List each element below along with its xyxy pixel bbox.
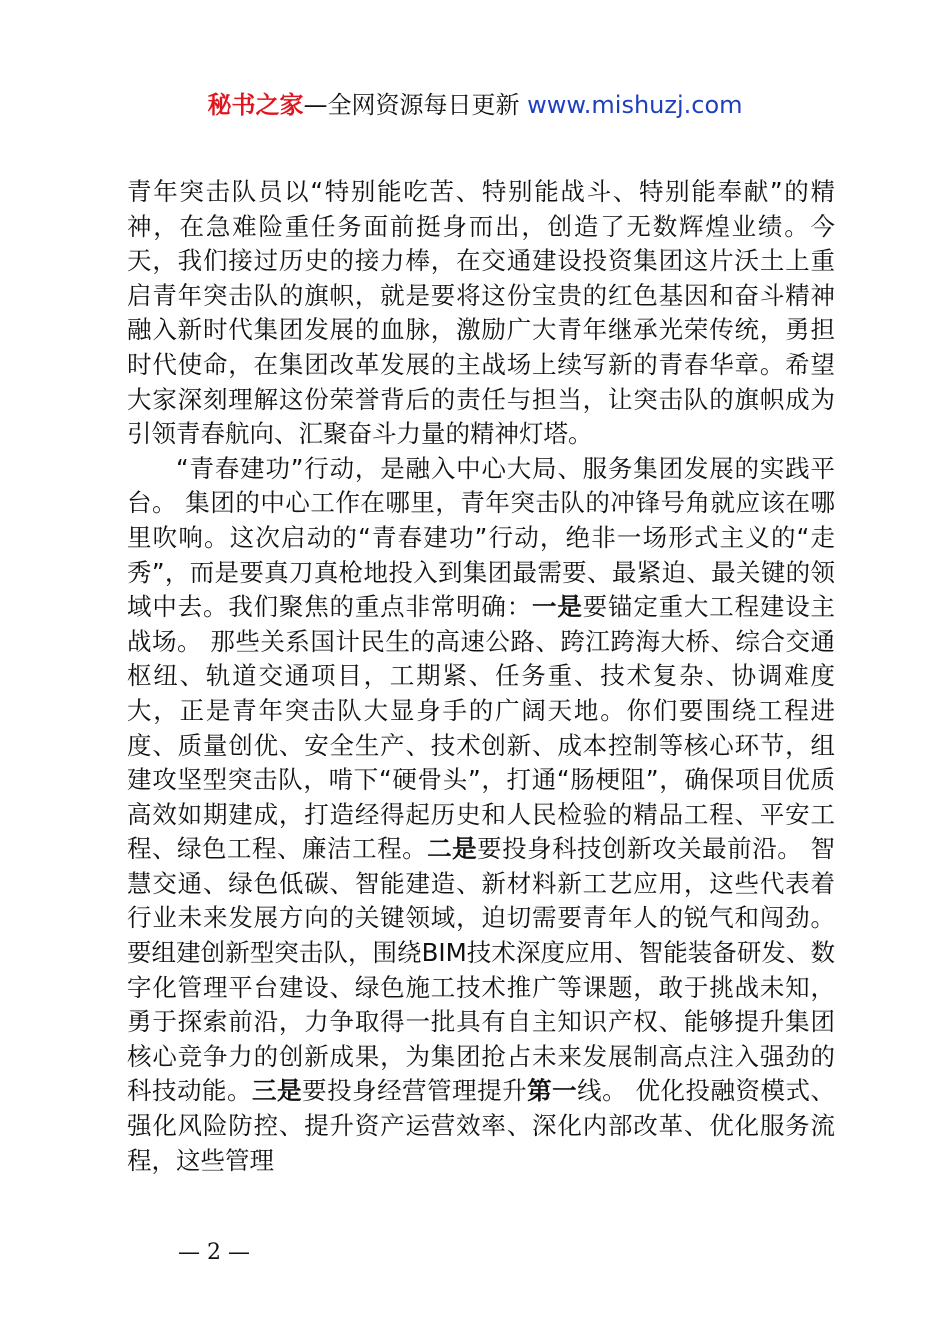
paragraph-1 (127, 175, 835, 452)
text-segment: 要投身科技创新攻关最前沿。 智慧交通、绿色低碳、智能建造、新材料新工艺应用，这些代表着行业未来发展方向的关键领域，迫切需要青年人的锐气和闯劲。要组建创新型突击队，围绕BIM技术深度应用、智能装备研发、数字化管理平台建设、绿色施工技术推广等课题，敢于挑战未知，勇于探索前沿，力争取得一批具有自主知识产权、能够提升集团核心竞争力的创新成果，为集团抢占未来发展制高点注入强劲的科技动能。 (127, 834, 835, 1106)
header-brand: 秘书之家 (207, 91, 304, 119)
paragraph-2 (127, 452, 835, 1178)
text-segment: “青春建功”行动，是融入中心大局、服务集团发展的实践平台。 集团的中心工作在哪里，青年突击队的冲锋号角就应该在哪里吹响。这次启动的“青春建功”行动，绝非一场形式主义的“走秀”，而是要真刀真枪地投入到集团最需要、最紧迫、最关键的领域中去。我们聚焦的重点非常明确： (127, 453, 835, 622)
text-segment: 线。 优化投融资模式、强化风险防控、提升资产运营效率、深化内部改革、优化服务流程，这些管理 (127, 1076, 836, 1175)
text-segment: 要投身经营管理提升 (302, 1076, 528, 1106)
page-number: — 2 — (178, 1240, 250, 1265)
header-tagline: —全网资源每日更新 (303, 91, 528, 119)
page-header (0, 88, 950, 122)
bold-marker: 第一 (527, 1076, 578, 1106)
text-segment: 青年突击队员以“特别能吃苦、特别能战斗、特别能奉献”的精神，在急难险重任务面前挺身而出，创造了无数辉煌业绩。今天，我们接过历史的接力棒，在交通建设投资集团这片沃土上重启青年突击队的旗帜，就是要将这份宝贵的红色基因和奋斗精神融入新时代集团发展的血脉，激励广大青年继承光荣传统，勇担时代使命，在集团改革发展的主战场上续写新的青春华章。希望大家深刻理解这份荣誉背后的责任与担当，让突击队的旗帜成为引领青春航向、汇聚奋斗力量的精神灯塔。 (127, 177, 835, 449)
bold-marker: 三是 (252, 1076, 303, 1106)
document-body (127, 175, 835, 1178)
bold-marker: 一是 (532, 592, 583, 622)
bold-marker: 二是 (427, 834, 478, 864)
text-segment: 要锚定重大工程建设主战场。 那些关系国计民生的高速公路、跨江跨海大桥、综合交通枢纽、轨道交通项目，工期紧、任务重、技术复杂、协调难度大，正是青年突击队大显身手的广阔天地。你们要围绕工程进度、质量创优、安全生产、技术创新、成本控制等核心环节，组建攻坚型突击队，啃下“硬骨头”，打通“肠梗阻”，确保项目优质高效如期建成，打造经得起历史和人民检验的精品工程、平安工程、绿色工程、廉洁工程。 (127, 592, 836, 864)
header-url-link[interactable]: www.mishuzj.com (527, 91, 743, 119)
